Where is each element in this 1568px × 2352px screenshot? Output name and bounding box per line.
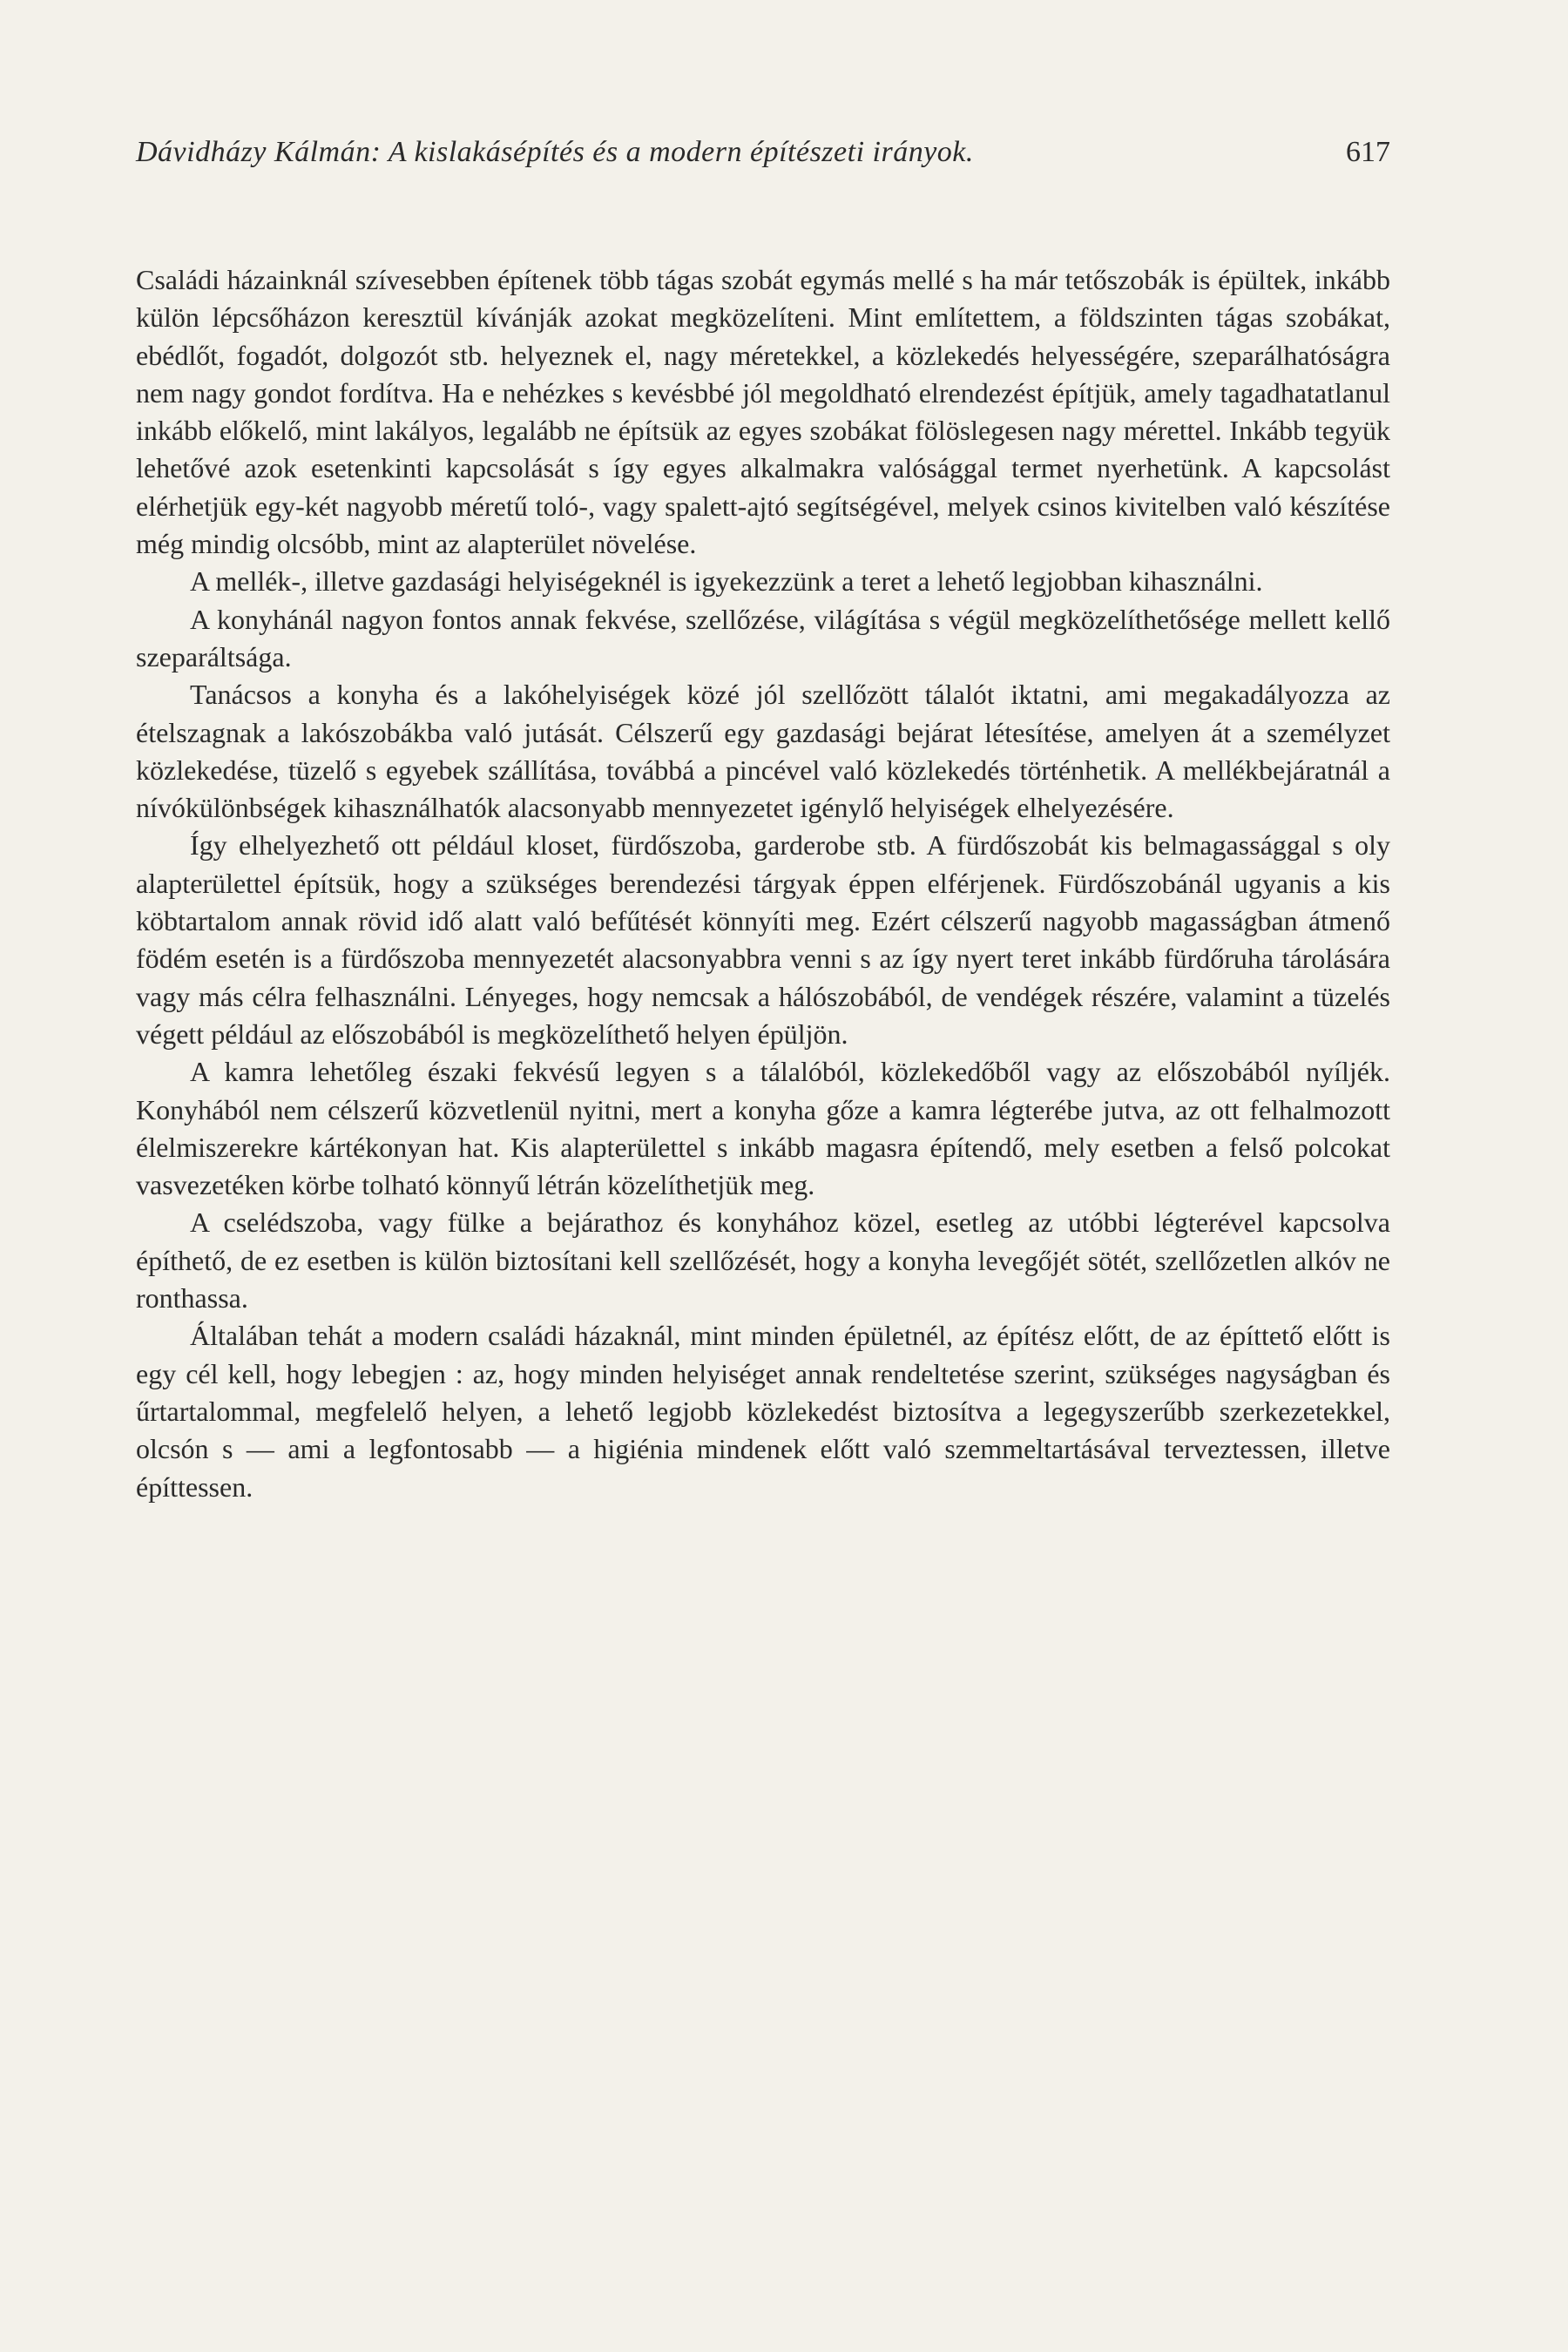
page-number: 617 [1346,136,1390,168]
paragraph-serving-room: Tanácsos a konyha és a lakóhelyiségek közé jól szellőzött tálalót iktatni, ami megakadályozza az ételszagnak a lakószobákba való jutását. Célszerű egy gazdasági bejárat létesítése, amelyen át a személyzet közlekedése, tüzelő s egyebek szállítása, továbbá a pincével való közlekedés történhetik. A mellékbejáratnál a nívókülönbségek kihasználhatók alacsonyabb mennyezetet igénylő helyiségek elhelyezésére. [136,679,1390,824]
paragraph-conclusion: Általában tehát a modern családi házaknál, mint minden épületnél, az építész előtt, de az építtető előtt is egy cél kell, hogy lebegjen : az, hogy minden helyiséget annak rendeltetése szerint, szükséges nagyságban és űrtartalommal, megfelelő helyen, a lehető legjobb közlekedést biztosítva a legegyszerűbb szerkezetekkel, olcsón s — ami a legfontosabb — a higiénia mindenek előtt való szemmeltartásával terveztessen, illetve építtessen. [136,1320,1390,1503]
paragraph-pantry: A kamra lehetőleg északi fekvésű legyen s a tálalóból, közlekedőből vagy az előszobából nyíljék. Konyhából nem célszerű közvetlenül nyitni, mert a konyha gőze a kamra légterébe jutva, az ott felhalmozott élelmiszerekre kártékonyan hat. Kis alapterülettel s inkább magasra építendő, mely esetben a felső polcokat vasvezetéken körbe tolható könnyű létrán közelíthetjük meg. [136,1056,1390,1201]
paragraph-bathroom: Így elhelyezhető ott például kloset, fürdőszoba, garderobe stb. A fürdőszobát kis belmagassággal s oly alapterülettel építsük, hogy a szükséges berendezési tárgyak éppen elférjenek. Fürdőszobánál ugyanis a kis köbtartalom annak rövid idő alatt való befűtését könnyíti meg. Ezért célszerű nagyobb magasságban átmenő födém esetén is a fürdőszoba mennyezetét alacsonyabbra venni s az így nyert teret inkább fürdőruha tárolására vagy más célra felhasználni. Lényeges, hogy nemcsak a hálószobából, de vendégek részére, valamint a tüzelés végett például az előszobából is megközelíthető helyen épüljön. [136,829,1390,1050]
paragraph-maid-room: A cselédszoba, vagy fülke a bejárathoz és konyhához közel, esetleg az utóbbi légterével kapcsolva építhető, de ez esetben is külön biztosítani kell szellőzését, hogy a konyha levegőjét sötét, szellőzetlen alkóv ne ronthassa. [136,1206,1390,1315]
article-body [136,261,1390,1506]
paragraph-kitchen: A konyhánál nagyon fontos annak fekvése, szellőzése, világítása s végül megközelíthetősége mellett kellő szeparáltsága. [136,603,1390,672]
paragraph-room-arrangement: Családi házainknál szívesebben építenek több tágas szobát egymás mellé s ha már tetőszobák is épültek, inkább külön lépcsőházon keresztül kívánják azokat megközelíteni. Mint említettem, a földszinten tágas szobákat, ebédlőt, fogadót, dolgozót stb. helyeznek el, nagy méretekkel, a közlekedés helyességére, szeparálhatóságra nem nagy gondot fordítva. Ha e nehézkes s kevésbbé jól megoldható elrendezést építjük, amely tagadhatatlanul inkább előkelő, mint lakályos, legalább ne építsük az egyes szobákat fölöslegesen nagy mérettel. Inkább tegyük lehetővé azok esetenkinti kapcsolását s így egyes alkalmakra valósággal termet nyerhetünk. A kapcsolást elérhetjük egy-két nagyobb méretű toló-, vagy spalett-ajtó segítségével, melyek csinos kivitelben való készítése még mindig olcsóbb, mint az alapterület növelése. [136,264,1390,560]
running-title: Dávidházy Kálmán: A kislakásépítés és a modern építészeti irányok. [136,136,974,168]
running-header [136,131,1390,174]
paragraph-utility-rooms: A mellék-, illetve gazdasági helyiségeknél is igyekezzünk a teret a lehető legjobban kihasználni. [190,565,1263,598]
